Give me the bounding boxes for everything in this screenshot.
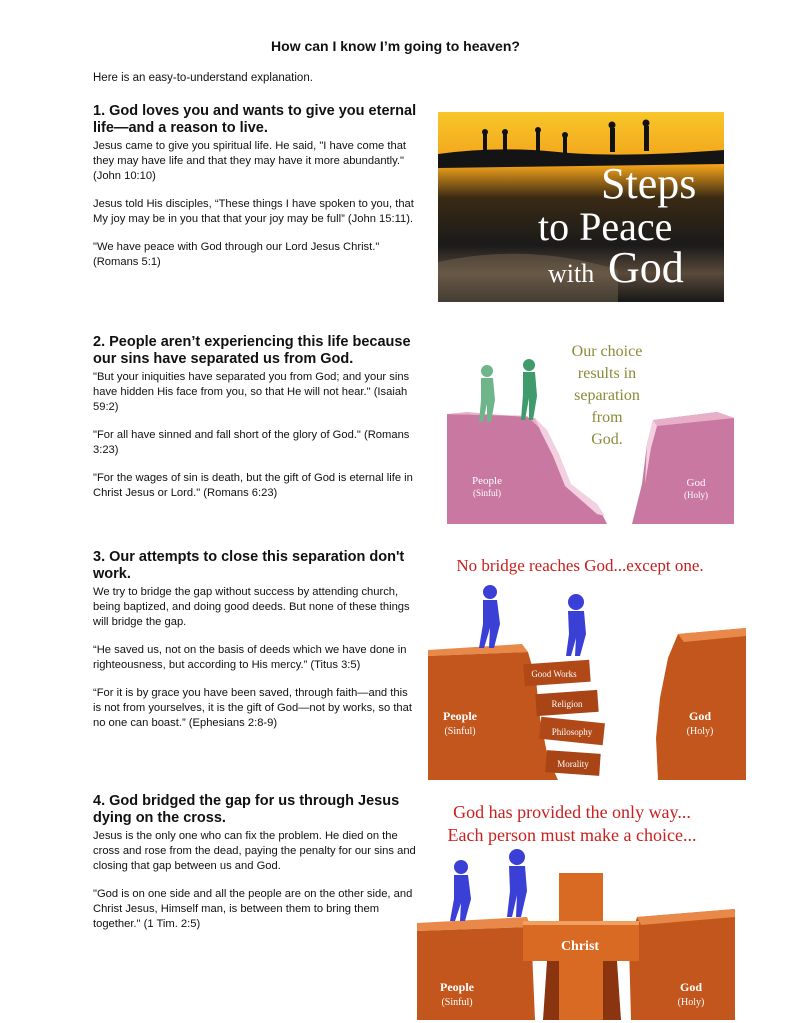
- section-2-heading: 2. People aren’t experiencing this life because our sins have separated us from God.: [93, 334, 411, 367]
- page-title: How can I know I’m going to heaven?: [271, 38, 520, 54]
- steps-to-peace-image: [438, 112, 724, 302]
- section-1: [93, 103, 418, 283]
- section-2-paragraph: "But your iniquities have separated you from God; and your sins have hidden His face from you, so that He will not hear." (Isaiah 59:2): [93, 371, 410, 413]
- section-2-paragraph: "For the wages of sin is death, but the gift of God is eternal life in Christ Jesus or Lord." (Romans 6:23): [93, 472, 413, 499]
- intro-text: Here is an easy-to-understand explanation.: [93, 72, 313, 84]
- section-3-paragraph: “He saved us, not on the basis of deeds which we have done in righteousness, but according to His mercy.” (Titus 3:5): [93, 644, 407, 671]
- block-philosophy: Philosophy: [551, 727, 593, 737]
- section-3-heading: 3. Our attempts to close this separation don't work.: [93, 549, 405, 582]
- steps-title-line1: Steps: [601, 159, 697, 208]
- christ-headline-line1: God has provided the only way...: [453, 802, 691, 822]
- people-label: People: [440, 980, 474, 994]
- no-bridge-image: [428, 548, 746, 780]
- svg-text:from: from: [591, 409, 623, 426]
- block-morality: Morality: [557, 759, 589, 769]
- christ-bridge-image: [417, 795, 735, 1020]
- god-label: God: [688, 709, 712, 723]
- god-label: God: [679, 980, 703, 994]
- section-4-paragraph: Jesus is the only one who can fix the problem. He died on the cross and rose from the dead, paying the penalty for our sins and closing that gap between us and God.: [93, 830, 416, 872]
- section-3-paragraph: We try to bridge the gap without success by attending church, being baptized, and doing good deeds. But none of these things will bridge the gap.: [93, 586, 410, 628]
- god-sub-label: (Holy): [686, 726, 714, 737]
- steps-title-line2: to Peace: [538, 204, 673, 249]
- god-label: God: [686, 477, 706, 489]
- steps-title-line3a: with: [548, 259, 595, 288]
- section-1-heading: 1. God loves you and wants to give you eternal life—and a reason to live.: [93, 103, 417, 136]
- svg-text:separation: separation: [574, 387, 640, 404]
- svg-text:Our choice: Our choice: [571, 343, 643, 360]
- svg-text:results in: results in: [577, 365, 637, 382]
- god-sub-label: (Holy): [684, 490, 708, 500]
- people-sub-label: (Sinful): [444, 726, 476, 737]
- section-3-paragraph: “For it is by grace you have been saved, through faith—and this is not from yourselves, it is the gift of God—not by works, so that no one can boast.” (Ephesians 2:8-9): [93, 687, 412, 729]
- left-cliff: [417, 927, 535, 1020]
- cross-label: Christ: [560, 939, 600, 954]
- people-label: People: [443, 709, 477, 723]
- section-3: [93, 549, 418, 744]
- section-4: [93, 793, 418, 945]
- block-good-works: Good Works: [531, 669, 577, 679]
- section-2-paragraph: "For all have sinned and fall short of the glory of God." (Romans 3:23): [93, 429, 410, 456]
- separation-image: [447, 334, 734, 524]
- block-religion: Religion: [551, 699, 583, 709]
- people-sub-label: (Sinful): [441, 997, 473, 1008]
- steps-title-line3b: God: [608, 243, 684, 292]
- god-sub-label: (Holy): [677, 997, 705, 1008]
- section-1-paragraph: Jesus came to give you spiritual life. He said, "I have come that they may have life and that they may have it more abundantly." (John 10:10): [93, 140, 407, 182]
- section-4-paragraph: "God is on one side and all the people are on the other side, and Christ Jesus, Himself man, is between them to bring them together." (1 Tim. 2:5): [93, 888, 413, 930]
- section-2: [93, 334, 418, 514]
- christ-headline-line2: Each person must make a choice...: [447, 825, 697, 845]
- section-1-paragraph: Jesus told His disciples, “These things I have spoken to you, that My joy may be in you that that your joy may be full” (John 15:11).: [93, 198, 414, 225]
- people-sub-label: (Sinful): [473, 488, 501, 498]
- people-label: People: [472, 475, 502, 487]
- section-4-heading: 4. God bridged the gap for us through Jesus dying on the cross.: [93, 793, 400, 826]
- svg-text:God.: God.: [591, 431, 623, 448]
- no-bridge-headline: No bridge reaches God...except one.: [456, 556, 704, 575]
- section-1-paragraph: "We have peace with God through our Lord Jesus Christ." (Romans 5:1): [93, 241, 380, 268]
